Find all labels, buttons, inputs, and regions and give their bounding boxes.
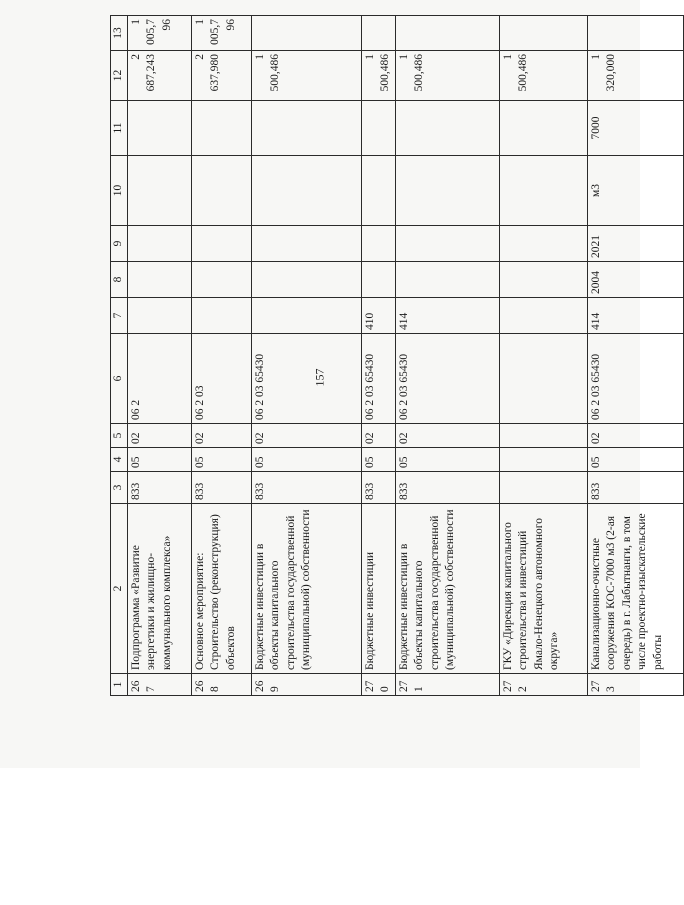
- cell-col12: 1 320,000: [587, 51, 683, 101]
- cell-name: Подпрограмма «Развитие энергетики и жилищно-коммунального комплекса»: [127, 504, 191, 674]
- cell-col3: 833: [587, 472, 683, 504]
- table-row: [587, 16, 683, 696]
- cell-col13: [499, 16, 587, 51]
- cell-col4: 05: [191, 448, 251, 472]
- table-row: [499, 16, 587, 696]
- cell-col5: 02: [361, 424, 395, 448]
- cell-col5: 02: [127, 424, 191, 448]
- header-cell: 11: [111, 101, 128, 156]
- cell-col13: 1 005,796: [191, 16, 251, 51]
- cell-name: ГКУ «Дирекция капитального строительства и инвестиций Ямало-Ненецкого автономного округа»: [499, 504, 587, 674]
- cell-col10: [395, 156, 499, 226]
- cell-col7: 410: [361, 298, 395, 334]
- table-row: [191, 16, 251, 696]
- cell-col8: [499, 262, 587, 298]
- cell-row-number: 273: [587, 674, 683, 696]
- cell-name: Бюджетные инвестиции в объекты капитального строительства государственной (муниципальной) собственности: [395, 504, 499, 674]
- cell-name: Бюджетные инвестиции в объекты капитального строительства государственной (муниципальной) собственности: [251, 504, 361, 674]
- cell-col6: 06 2 03 65430: [587, 334, 683, 424]
- cell-col3: 833: [395, 472, 499, 504]
- budget-table: [110, 15, 684, 696]
- page-number: 157: [312, 368, 327, 387]
- cell-col8: [361, 262, 395, 298]
- cell-col11: [127, 101, 191, 156]
- cell-col12: 1 500,486: [395, 51, 499, 101]
- table-row: [361, 16, 395, 696]
- cell-col5: 02: [251, 424, 361, 448]
- cell-row-number: 272: [499, 674, 587, 696]
- cell-col6: 06 2 03 65430: [361, 334, 395, 424]
- cell-col7: [251, 298, 361, 334]
- cell-col12: 1 500,486: [251, 51, 361, 101]
- cell-col13: [587, 16, 683, 51]
- cell-col9: 2021: [587, 226, 683, 262]
- cell-col3: 833: [127, 472, 191, 504]
- header-cell: 5: [111, 424, 128, 448]
- cell-col12: 2 637,980: [191, 51, 251, 101]
- cell-col5: 02: [587, 424, 683, 448]
- cell-col4: 05: [127, 448, 191, 472]
- cell-col7: [191, 298, 251, 334]
- cell-col3: 833: [361, 472, 395, 504]
- cell-col3: 833: [191, 472, 251, 504]
- table-row: [395, 16, 499, 696]
- cell-col10: [499, 156, 587, 226]
- cell-col13: [251, 16, 361, 51]
- cell-col11: 7000: [587, 101, 683, 156]
- cell-col3: 833: [251, 472, 361, 504]
- cell-col11: [499, 101, 587, 156]
- cell-col11: [191, 101, 251, 156]
- cell-col4: 05: [587, 448, 683, 472]
- cell-col12: 2 687,243: [127, 51, 191, 101]
- header-cell: 3: [111, 472, 128, 504]
- header-cell: 1: [111, 674, 128, 696]
- cell-col11: [361, 101, 395, 156]
- cell-col9: [395, 226, 499, 262]
- cell-col7: [499, 298, 587, 334]
- cell-col4: 05: [395, 448, 499, 472]
- cell-col8: [127, 262, 191, 298]
- cell-col6: [499, 334, 587, 424]
- cell-name: Бюджетные инвестиции: [361, 504, 395, 674]
- cell-col9: [127, 226, 191, 262]
- cell-col6: 06 2 03 65430: [395, 334, 499, 424]
- cell-row-number: 267: [127, 674, 191, 696]
- cell-col9: [361, 226, 395, 262]
- cell-row-number: 271: [395, 674, 499, 696]
- header-cell: 8: [111, 262, 128, 298]
- cell-col8: [251, 262, 361, 298]
- cell-col13: 1 005,796: [127, 16, 191, 51]
- cell-col13: [361, 16, 395, 51]
- cell-col6: 06 2 03: [191, 334, 251, 424]
- cell-col10: м3: [587, 156, 683, 226]
- header-cell: 4: [111, 448, 128, 472]
- table-row: [127, 16, 191, 696]
- header-cell: 10: [111, 156, 128, 226]
- cell-col9: [251, 226, 361, 262]
- header-row: [111, 16, 128, 696]
- cell-col5: 02: [191, 424, 251, 448]
- cell-col9: [191, 226, 251, 262]
- cell-col7: [127, 298, 191, 334]
- cell-col6: 06 2: [127, 334, 191, 424]
- cell-col4: 05: [361, 448, 395, 472]
- rotated-table-wrapper: [110, 16, 664, 696]
- cell-col5: [499, 424, 587, 448]
- cell-col9: [499, 226, 587, 262]
- header-cell: 9: [111, 226, 128, 262]
- cell-col8: [191, 262, 251, 298]
- table-row: [251, 16, 361, 696]
- cell-col7: 414: [395, 298, 499, 334]
- cell-col10: [191, 156, 251, 226]
- header-cell: 12: [111, 51, 128, 101]
- cell-col8: [395, 262, 499, 298]
- header-cell: 6: [111, 334, 128, 424]
- cell-col4: 05: [251, 448, 361, 472]
- cell-col5: 02: [395, 424, 499, 448]
- cell-col12: 1 500,486: [499, 51, 587, 101]
- cell-col13: [395, 16, 499, 51]
- cell-col3: [499, 472, 587, 504]
- cell-col4: [499, 448, 587, 472]
- header-cell: 2: [111, 504, 128, 674]
- cell-col6: 06 2 03 65430: [251, 334, 361, 424]
- cell-col7: 414: [587, 298, 683, 334]
- cell-name: Основное мероприятие: Строительство (реконструкция) объектов: [191, 504, 251, 674]
- cell-col11: [251, 101, 361, 156]
- cell-row-number: 268: [191, 674, 251, 696]
- header-cell: 7: [111, 298, 128, 334]
- cell-name: Канализационно-очистные сооружения КОС-7000 м3 (2-ая очередь) в г. Лабытнанги, в том числе проектно-изыскательские работы: [587, 504, 683, 674]
- cell-col10: [361, 156, 395, 226]
- cell-col10: [251, 156, 361, 226]
- header-cell: 13: [111, 16, 128, 51]
- cell-row-number: 269: [251, 674, 361, 696]
- cell-col12: 1 500,486: [361, 51, 395, 101]
- cell-col11: [395, 101, 499, 156]
- cell-row-number: 270: [361, 674, 395, 696]
- cell-col10: [127, 156, 191, 226]
- cell-col8: 2004: [587, 262, 683, 298]
